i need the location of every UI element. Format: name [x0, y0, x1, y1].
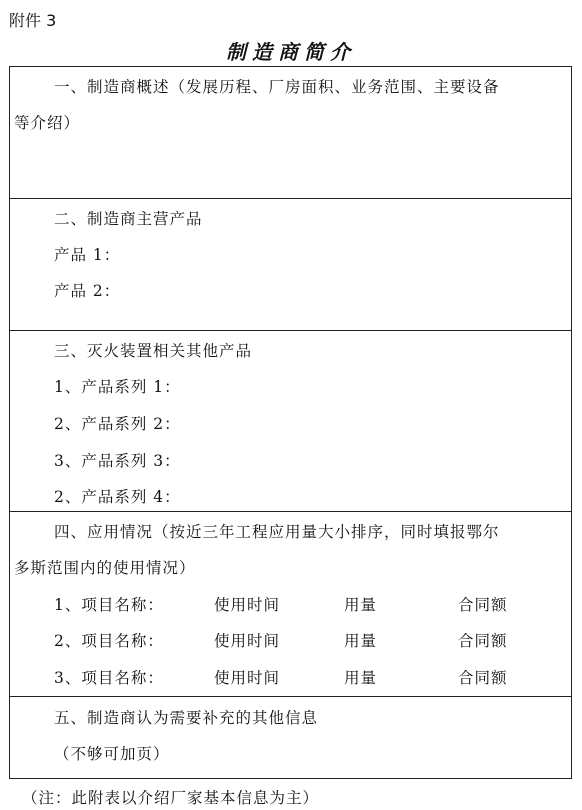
usage-row-1-amount[interactable]: 用量	[344, 596, 378, 614]
product-1-field[interactable]: 产品 1：	[54, 246, 121, 264]
attachment-label: 附件 3	[9, 11, 57, 30]
section-overview	[10, 67, 571, 198]
usage-row-3-project[interactable]: 3、项目名称：	[54, 669, 164, 687]
footer-note: （注：此附表以介绍厂家基本信息为主）	[22, 789, 320, 807]
usage-row-2-time[interactable]: 使用时间	[214, 632, 281, 650]
usage-row-3-time[interactable]: 使用时间	[214, 669, 281, 687]
other-products-heading: 三、灭火装置相关其他产品	[54, 342, 253, 360]
section-main-products	[10, 198, 571, 330]
overview-line-1: 一、制造商概述（发展历程、厂房面积、业务范围、主要设备	[54, 78, 500, 96]
section-usage	[10, 511, 571, 696]
document-title: 制造商简介	[226, 40, 356, 64]
usage-row-1-time[interactable]: 使用时间	[214, 596, 281, 614]
usage-row-1-project[interactable]: 1、项目名称：	[54, 596, 164, 614]
product-series-1-field[interactable]: 1、产品系列 1：	[54, 378, 181, 396]
usage-row-3-amount[interactable]: 用量	[344, 669, 378, 687]
usage-line-1: 四、应用情况（按近三年工程应用量大小排序，同时填报鄂尔	[54, 523, 500, 541]
usage-line-2: 多斯范围内的使用情况）	[14, 559, 196, 577]
section-other-info	[10, 696, 571, 780]
add-pages-note: （不够可加页）	[54, 745, 170, 763]
usage-row-2-amount[interactable]: 用量	[344, 632, 378, 650]
usage-row-2-contract[interactable]: 合同额	[458, 632, 508, 650]
product-series-2-field[interactable]: 2、产品系列 2：	[54, 415, 181, 433]
usage-row-2-project[interactable]: 2、项目名称：	[54, 632, 164, 650]
overview-line-2: 等介绍）	[14, 114, 81, 132]
main-products-heading: 二、制造商主营产品	[54, 210, 203, 228]
section-other-products	[10, 330, 571, 511]
usage-row-3-contract[interactable]: 合同额	[458, 669, 508, 687]
manufacturer-form-table	[9, 66, 572, 779]
product-series-4-field[interactable]: 2、产品系列 4：	[54, 488, 181, 506]
usage-row-1-contract[interactable]: 合同额	[458, 596, 508, 614]
other-info-heading: 五、制造商认为需要补充的其他信息	[54, 709, 319, 727]
product-2-field[interactable]: 产品 2：	[54, 282, 121, 300]
product-series-3-field[interactable]: 3、产品系列 3：	[54, 452, 181, 470]
